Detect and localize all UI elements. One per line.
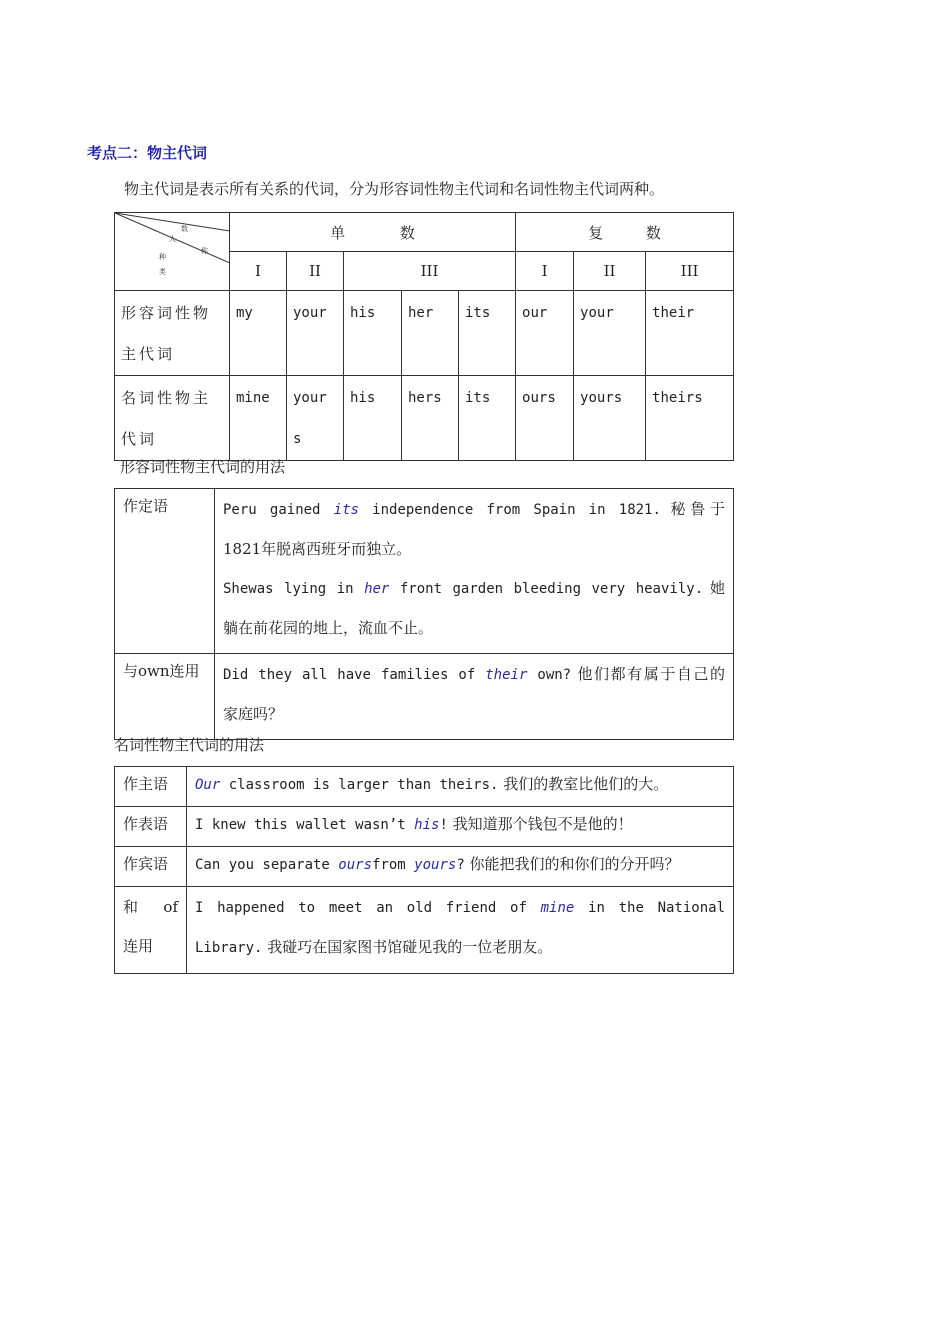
highlighted-pronoun: her	[364, 581, 390, 597]
pronoun-cell: hers	[402, 376, 459, 461]
adjective-usage-title: 形容词性物主代词的用法	[120, 458, 286, 476]
corner-label-zhong: 种	[159, 253, 166, 261]
pronoun-forms-table	[114, 212, 734, 461]
diagonal-lines	[115, 213, 230, 291]
usage-example: Can you separate oursfrom yours? 你能把我们的和你们的分开吗？	[187, 847, 734, 887]
label-line: 主代词	[121, 345, 176, 363]
usage-label	[115, 887, 187, 974]
label-line: 和 of	[123, 898, 178, 916]
usage-row-predicative	[115, 807, 734, 847]
noun-usage-table	[114, 766, 734, 974]
corner-label-ren: 人	[169, 235, 176, 243]
example-line: 躺在前花园的地上，流血不止。	[223, 619, 434, 637]
example-line: I happened to meet an old friend of mine in the National	[195, 900, 726, 916]
pronoun-cell: yours	[574, 376, 646, 461]
usage-row-subject	[115, 767, 734, 807]
adjective-usage-table	[114, 488, 734, 740]
usage-row-with-of	[115, 887, 734, 974]
intro-paragraph: 物主代词是表示所有关系的代词，分为形容词性物主代词和名词性物主代词两种。	[124, 180, 665, 198]
usage-row-attributive	[115, 489, 734, 654]
usage-example	[187, 887, 734, 974]
highlighted-pronoun: his	[414, 817, 440, 833]
usage-label: 作定语	[115, 489, 215, 654]
person-1-singular: I	[230, 252, 287, 291]
example-line: 1821年脱离西班牙而独立。	[223, 540, 412, 558]
pronoun-cell: its	[459, 291, 516, 376]
highlighted-pronoun: Our	[195, 777, 221, 793]
pronoun-cell: mine	[230, 376, 287, 461]
highlighted-pronoun: yours	[414, 857, 457, 873]
adjective-possessive-label	[115, 291, 230, 376]
label-line: 形容词性物	[121, 304, 212, 322]
usage-label: 与own连用	[115, 654, 215, 740]
person-3-singular: III	[344, 252, 516, 291]
header-row-number	[115, 213, 734, 252]
pronoun-part: s	[293, 431, 302, 447]
corner-label-lei: 类	[159, 268, 166, 276]
pronoun-cell: your	[574, 291, 646, 376]
usage-label: 作表语	[115, 807, 187, 847]
pronoun-cell: your	[287, 291, 344, 376]
highlighted-pronoun: its	[333, 502, 359, 518]
corner-label-cheng: 称	[201, 247, 208, 255]
example-line: 家庭吗？	[223, 705, 284, 723]
pronoun-cell: their	[646, 291, 734, 376]
pronoun-cell: ours	[516, 376, 574, 461]
highlighted-pronoun: mine	[540, 900, 575, 916]
pronoun-cell: my	[230, 291, 287, 376]
usage-examples	[215, 489, 734, 654]
pronoun-cell: his	[344, 376, 402, 461]
pronoun-cell: his	[344, 291, 402, 376]
plural-header: 复 数	[516, 213, 734, 252]
pronoun-cell: its	[459, 376, 516, 461]
label-line: 名词性物主	[121, 389, 212, 407]
usage-label: 作宾语	[115, 847, 187, 887]
usage-example: I knew this wallet wasn’t his! 我知道那个钱包不是他的！	[187, 807, 734, 847]
pronoun-cell: our	[516, 291, 574, 376]
person-3-plural: III	[646, 252, 734, 291]
example-line: Library. 我碰巧在国家图书馆碰见我的一位老朋友。	[195, 938, 553, 956]
noun-possessive-label	[115, 376, 230, 461]
pronoun-part: your	[293, 390, 327, 406]
usage-row-with-own	[115, 654, 734, 740]
corner-label-shu: 数	[181, 225, 188, 233]
pronoun-cell: theirs	[646, 376, 734, 461]
example-line: Did they all have families of their own? 他们都有属于自己的	[223, 665, 725, 683]
highlighted-pronoun: their	[485, 667, 528, 683]
example-line: Peru gained its independence from Spain in 1821. 秘鲁于	[223, 500, 725, 518]
adjective-possessive-row	[115, 291, 734, 376]
label-line: 连用	[123, 937, 154, 955]
person-2-plural: II	[574, 252, 646, 291]
label-line: 代词	[121, 430, 158, 448]
person-2-singular: II	[287, 252, 344, 291]
pronoun-cell-wrapped	[287, 376, 344, 461]
noun-possessive-row	[115, 376, 734, 461]
noun-usage-title: 名词性物主代词的用法	[114, 736, 265, 754]
usage-label: 作主语	[115, 767, 187, 807]
singular-header: 单 数	[230, 213, 516, 252]
highlighted-pronoun: ours	[338, 857, 373, 873]
section-heading: 考点二：物主代词	[87, 144, 208, 162]
pronoun-cell: her	[402, 291, 459, 376]
usage-examples	[215, 654, 734, 740]
person-1-plural: I	[516, 252, 574, 291]
usage-example: Our classroom is larger than theirs. 我们的教室比他们的大。	[187, 767, 734, 807]
example-line: Shewas lying in her front garden bleeding very heavily. 她	[223, 579, 725, 597]
diagonal-corner-cell	[115, 213, 230, 291]
usage-row-object	[115, 847, 734, 887]
